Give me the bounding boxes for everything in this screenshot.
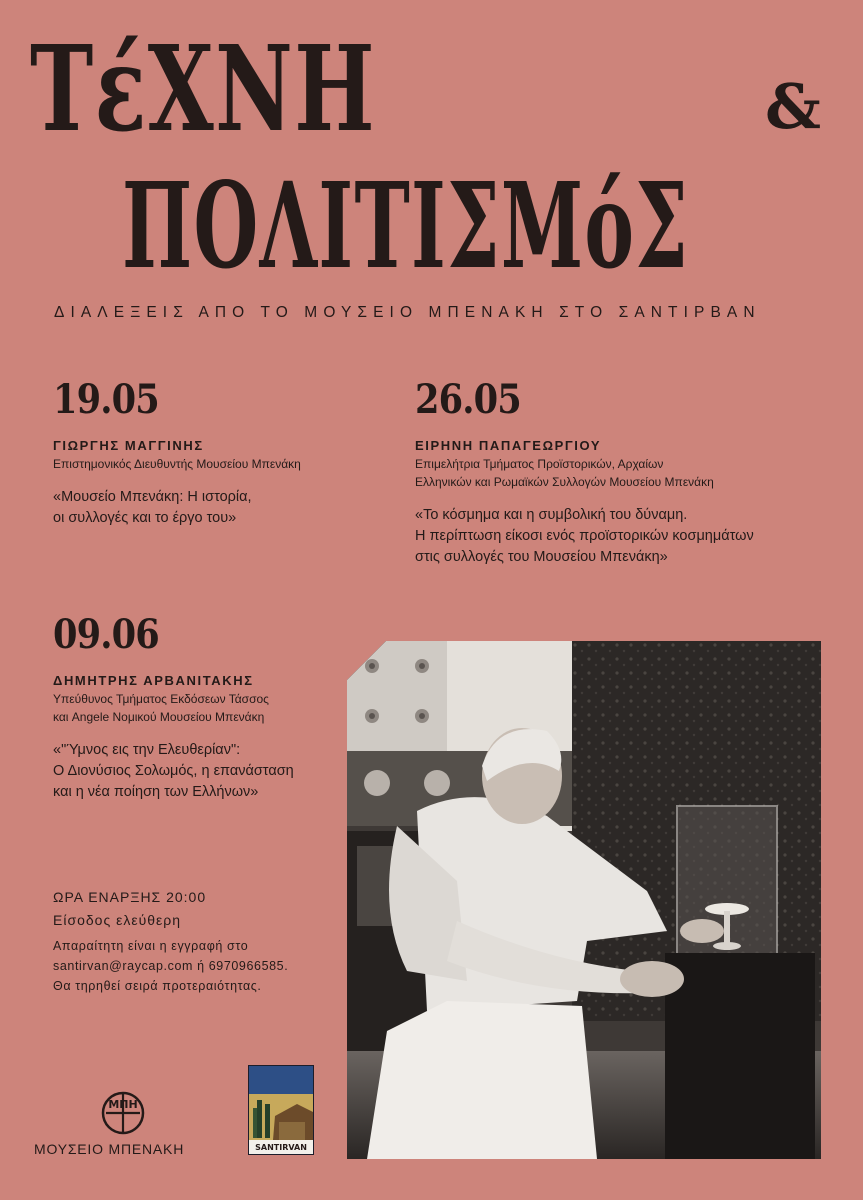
museum-name: ΜΟΥΣΕΙΟ ΜΠΕΝΑΚΗ [34,1141,185,1157]
man-at-display-case-photo [347,641,821,1159]
event-lecture-title [53,740,343,803]
lecture-title-line: Ο Διονύσιος Σολωμός, η επανάσταση [53,763,294,779]
lecture-title-line: «Το κόσμημα και η συμβολική του δύναμη. [415,507,688,523]
event-date: 19.05 [53,376,159,423]
title-line-2: ΠΟΛΙΤΙΣΜόΣ [122,156,690,295]
santirvan-label: SANTIRVAN [255,1143,307,1152]
lecture-title-line: «"Ύμνος εις την Ελευθερίαν": [53,742,241,758]
role-line: Υπεύθυνος Τμήματος Εκδόσεων Τάσσος [53,692,269,706]
lecture-title-line: Η περίπτωση είκοσι ενός προϊστορικών κοσμημάτων [415,528,754,544]
event-date: 09.06 [53,611,159,658]
event-speaker: ΓΙΩΡΓΗΣ ΜΑΓΓΙΝΗΣ [53,438,204,453]
event-role [415,455,835,491]
lecture-title-line: στις συλλογές του Μουσείου Μπενάκη» [415,549,668,565]
event-info [53,886,343,996]
event-role [53,690,343,726]
registration-line: santirvan@raycap.com ή 6970966585. [53,959,289,973]
lecture-title-line: «Μουσείο Μπενάκη: Η ιστορία, [53,489,252,505]
entry-note: Είσοδος ελεύθερη [53,912,182,928]
event-09-06 [53,611,343,803]
subtitle: ΔΙΑΛΕΞΕΙΣ ΑΠΟ ΤΟ ΜΟΥΣΕΙΟ ΜΠΕΝΑΚΗ ΣΤΟ ΣΑΝΤΙΡΒΑΝ [54,304,761,321]
event-26-05 [415,376,835,568]
event-speaker: ΕΙΡΗΝΗ ΠΑΠΑΓΕΩΡΓΙΟΥ [415,438,602,453]
event-role: Επιστημονικός Διευθυντής Μουσείου Μπενάκη [53,457,301,471]
santirvan-logo [248,1065,314,1155]
event-19-05 [53,376,373,529]
event-speaker: ΔΗΜΗΤΡΗΣ ΑΡΒΑΝΙΤΑΚΗΣ [53,673,254,688]
registration-line: Απαραίτητη είναι η εγγραφή στο [53,939,249,953]
registration-note [53,936,343,996]
ampersand: & [765,70,821,143]
start-time: ΩΡΑ ΕΝΑΡΞΗΣ 20:00 [53,889,207,905]
emblem-letters: ΜΠΗ [108,1098,138,1111]
role-line: και Angele Νομικού Μουσείου Μπενάκη [53,710,265,724]
title-line-1: ΤέΧΝΗ [30,19,376,158]
event-lecture-title [53,487,373,529]
lecture-title-line: οι συλλογές και το έργο του» [53,510,237,526]
role-line: Επιμελήτρια Τμήματος Προϊστορικών, Αρχαίων [415,457,664,471]
benaki-museum-emblem [100,1090,146,1141]
registration-line: Θα τηρηθεί σειρά προτεραιότητας. [53,979,262,993]
event-date: 26.05 [415,376,521,423]
role-line: Ελληνικών και Ρωμαϊκών Συλλογών Μουσείου Μπενάκη [415,475,714,489]
lecture-title-line: και η νέα ποίηση των Ελλήνων» [53,784,259,800]
event-lecture-title [415,505,835,568]
